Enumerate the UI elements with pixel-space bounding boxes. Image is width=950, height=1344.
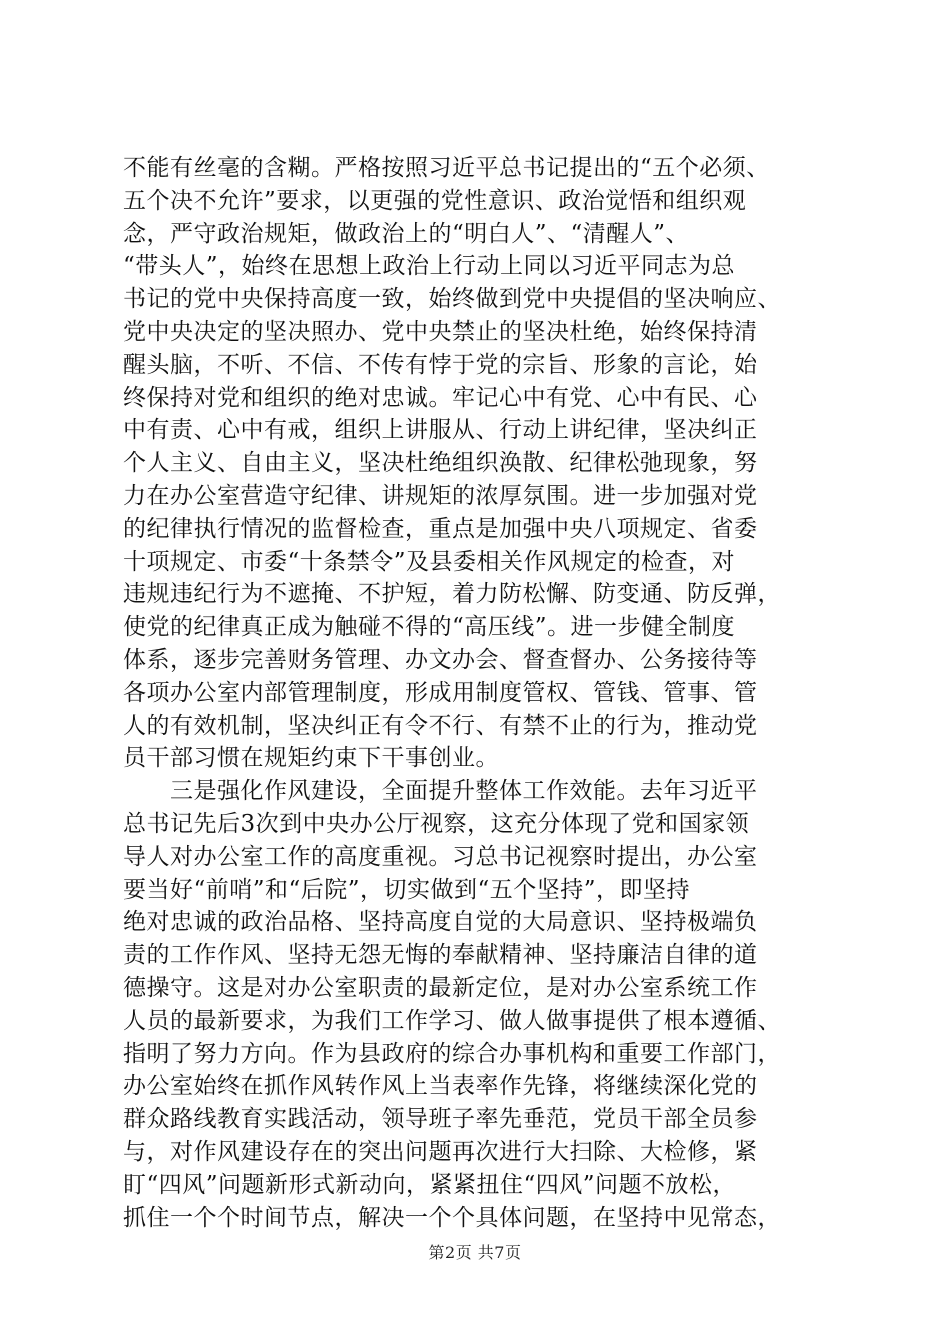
text-line: 指明了努力方向。作为县政府的综合办事机构和重要工作部门， — [123, 1040, 781, 1067]
text-line: 中有责、心中有戒，组织上讲服从、行动上讲纪律，坚决纠正 — [123, 417, 758, 444]
text-line: 导人对办公室工作的高度重视。习总书记视察时提出，办公室 — [123, 843, 758, 870]
text-line: 违规违纪行为不遮掩、不护短，着力防松懈、防变通、防反弹， — [123, 581, 781, 608]
text-line: 总书记先后3次到中央办公厅视察，这充分体现了党和国家领 — [123, 810, 750, 837]
text-line: 五个决不允许”要求，以更强的党性意识、政治觉悟和组织观 — [123, 187, 747, 214]
text-line: 党中央决定的坚决照办、党中央禁止的坚决杜绝，始终保持清 — [123, 318, 758, 345]
text-line: 群众路线教育实践活动，领导班子率先垂范，党员干部全员参 — [123, 1106, 758, 1133]
text-line: 各项办公室内部管理制度，形成用制度管权、管钱、管事、管 — [123, 679, 758, 706]
document-body — [123, 152, 843, 1234]
text-line: 责的工作作风、坚持无怨无悔的奉献精神、坚持廉洁自律的道 — [123, 942, 758, 969]
text-line: 盯“四风”问题新形式新动向，紧紧扭住“四风”问题不放松， — [123, 1171, 737, 1198]
page-footer: 第2页 共7页 — [428, 1243, 522, 1262]
text-line: 要当好“前哨”和“后院”，切实做到“五个坚持”，即坚持 — [123, 876, 691, 903]
text-line: 不能有丝毫的含糊。严格按照习近平总书记提出的“五个必须、 — [123, 155, 770, 181]
text-line: 十项规定、市委“十条禁令”及县委相关作风规定的检查，对 — [123, 548, 736, 575]
text-line: 德操守。这是对办公室职责的最新定位，是对办公室系统工作 — [123, 974, 758, 1001]
text-line: 书记的党中央保持高度一致，始终做到党中央提倡的坚决响应、 — [123, 286, 781, 313]
text-line: 个人主义、自由主义，坚决杜绝组织涣散、纪律松弛现象，努 — [123, 450, 758, 477]
text-line: 三是强化作风建设，全面提升整体工作效能。去年习近平 — [123, 778, 758, 805]
text-line: 人员的最新要求，为我们工作学习、做人做事提供了根本遵循、 — [123, 1007, 781, 1034]
text-line: 抓住一个个时间节点，解决一个个具体问题，在坚持中见常态， — [123, 1204, 781, 1231]
text-line: 体系，逐步完善财务管理、办文办会、督查督办、公务接待等 — [123, 646, 758, 673]
text-line: 力在办公室营造守纪律、讲规矩的浓厚氛围。进一步加强对党 — [123, 482, 758, 509]
text-line: 念，严守政治规矩，做政治上的“明白人”、“清醒人”、 — [123, 220, 690, 247]
text-line: 与，对作风建设存在的突出问题再次进行大扫除、大检修，紧 — [123, 1138, 758, 1165]
text-line: 绝对忠诚的政治品格、坚持高度自觉的大局意识、坚持极端负 — [123, 909, 758, 936]
text-line: 使党的纪律真正成为触碰不得的“高压线”。进一步健全制度 — [123, 614, 736, 641]
text-line: 终保持对党和组织的绝对忠诚。牢记心中有党、心中有民、心 — [123, 384, 758, 411]
text-line: “带头人”，始终在思想上政治上行动上同以习近平同志为总 — [123, 253, 736, 280]
text-line: 的纪律执行情况的监督检查，重点是加强中央八项规定、省委 — [123, 515, 758, 542]
text-line: 办公室始终在抓作风转作风上当表率作先锋，将继续深化党的 — [123, 1073, 758, 1100]
text-line: 员干部习惯在规矩约束下干事创业。 — [123, 745, 499, 772]
text-line: 人的有效机制，坚决纠正有令不行、有禁不止的行为，推动党 — [123, 712, 758, 739]
text-line: 醒头脑，不听、不信、不传有悖于党的宗旨、形象的言论，始 — [123, 351, 758, 378]
